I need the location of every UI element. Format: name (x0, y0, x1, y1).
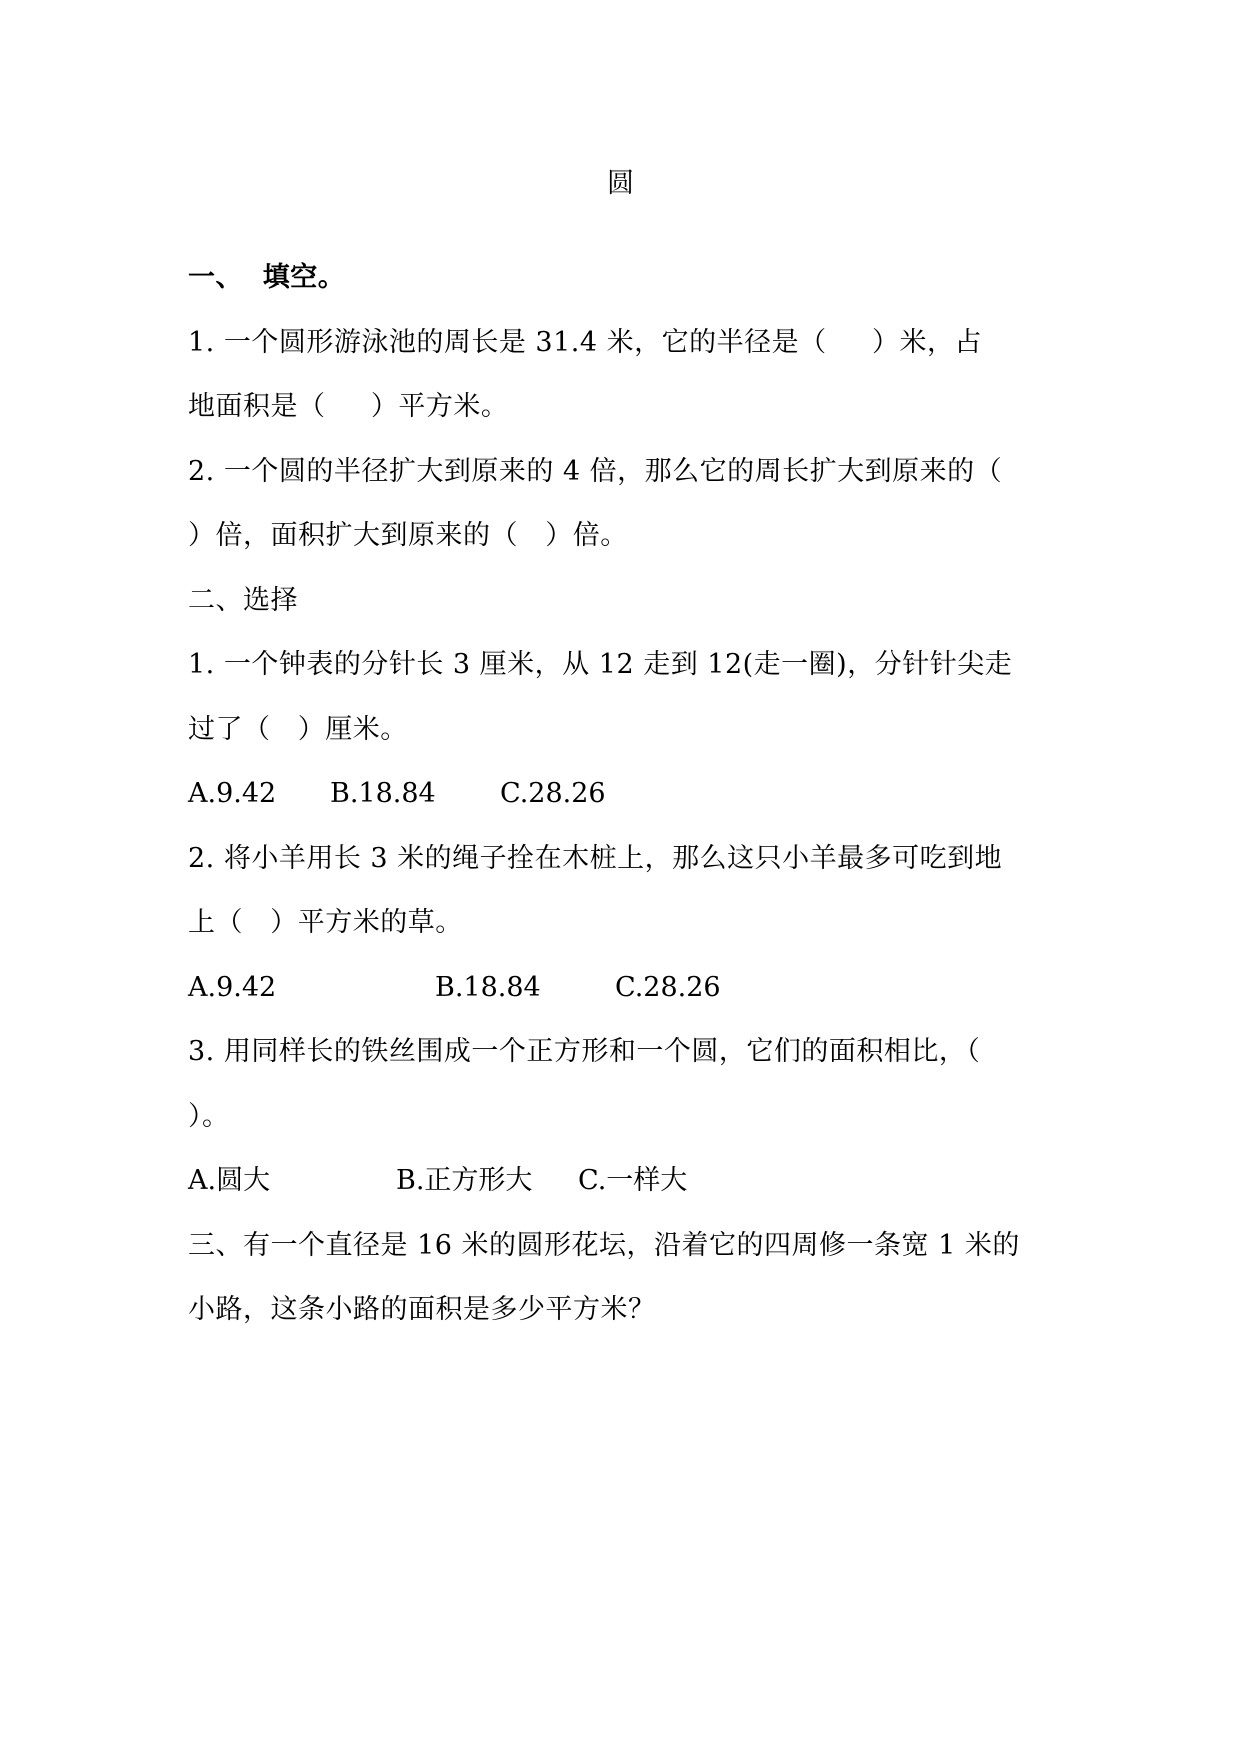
section-3-line2: 小路，这条小路的面积是多少平方米？ (188, 1294, 656, 1325)
choice-q3-option-b: B.正方形大 (396, 1165, 533, 1196)
choice-q3-line1: 3. 用同样长的铁丝围成一个正方形和一个圆，它们的面积相比，（ (188, 1036, 981, 1067)
choice-q1-option-b: B.18.84 (330, 778, 436, 809)
fill-q2-line2: ）倍，面积扩大到原来的（ ）倍。 (188, 520, 628, 551)
page-title: 圆 (607, 168, 634, 199)
worksheet-content (188, 246, 1054, 1343)
section-2-heading: 二、选择 (188, 584, 298, 616)
choice-q1-options (188, 762, 1054, 827)
choice-q1-line2: 过了（ ）厘米。 (188, 713, 408, 745)
choice-q2-option-b: B.18.84 (435, 971, 541, 1003)
choice-q1-line1: 1. 一个钟表的分针长 3 厘米，从 12 走到 12(走一圈)，分针针尖走 (188, 649, 1013, 680)
choice-q3-option-c: C.一样大 (578, 1165, 688, 1196)
choice-q2-line2: 上（ ）平方米的草。 (188, 907, 463, 938)
choice-q3-options (188, 1149, 1054, 1214)
fill-q1-line2: 地面积是（ ）平方米。 (188, 391, 509, 422)
choice-q3-line2: ）。 (188, 1100, 230, 1132)
fill-q2-line1: 2. 一个圆的半径扩大到原来的 4 倍，那么它的周长扩大到原来的（ (188, 455, 1003, 487)
section-3-line1: 三、有一个直径是 16 米的圆形花坛，沿着它的四周修一条宽 1 米的 (188, 1229, 1020, 1261)
choice-q2-options (188, 956, 1054, 1021)
choice-q2-option-c: C.28.26 (615, 971, 721, 1003)
section-1-heading: 一、 填空。 (188, 262, 346, 293)
fill-q1-line1: 1. 一个圆形游泳池的周长是 31.4 米，它的半径是（ ）米，占 (188, 326, 983, 358)
choice-q3-option-a: A.圆大 (188, 1165, 271, 1196)
choice-q2-line1: 2. 将小羊用长 3 米的绳子拴在木桩上，那么这只小羊最多可吃到地 (188, 842, 1003, 874)
choice-q2-option-a: A.9.42 (188, 971, 277, 1003)
choice-q1-option-a: A.9.42 (188, 778, 277, 809)
choice-q1-option-c: C.28.26 (500, 778, 606, 809)
